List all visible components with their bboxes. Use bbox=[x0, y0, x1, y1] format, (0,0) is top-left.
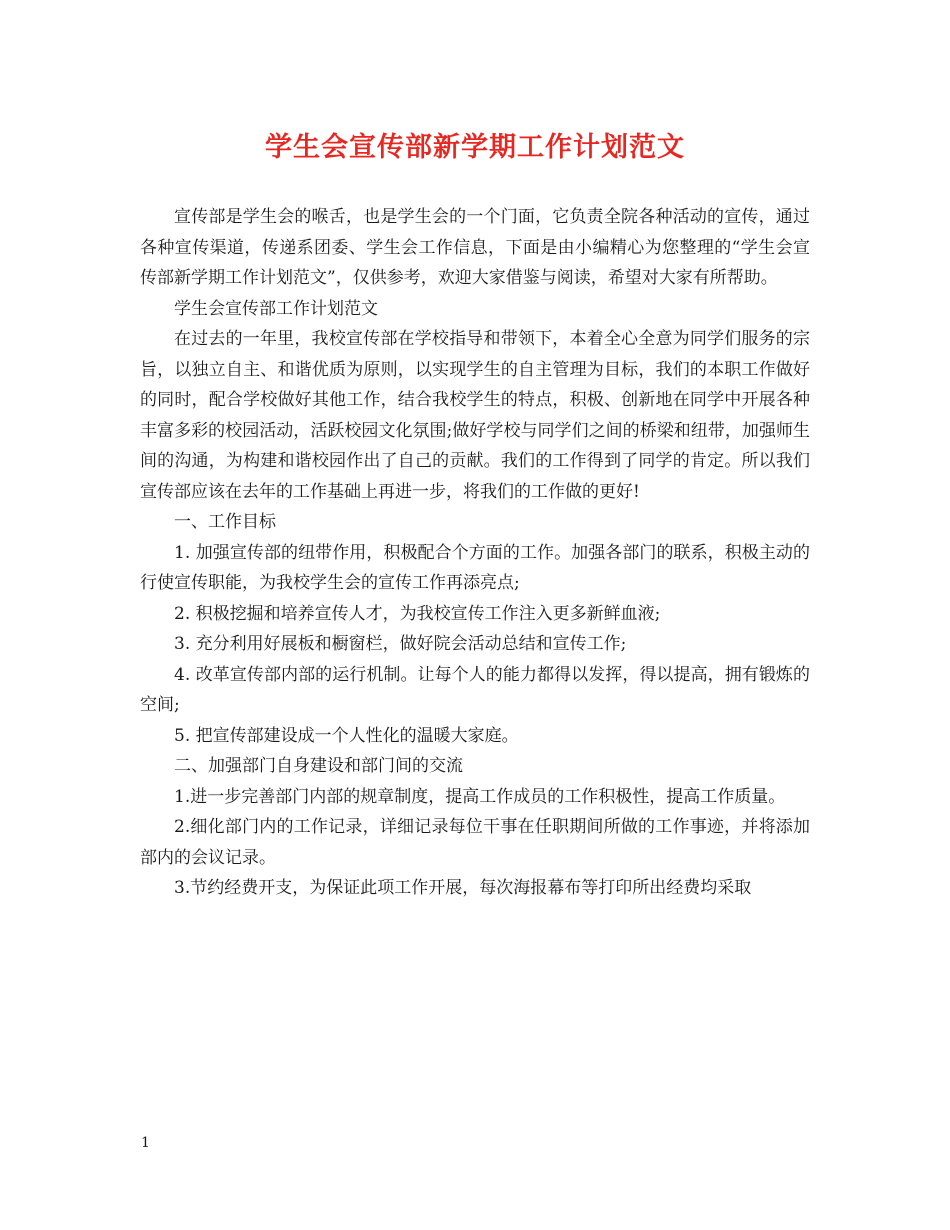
list-item-goal-1: 1. 加强宣传部的纽带作用，积极配合个方面的工作。加强各部门的联系，积极主动的行使宣传职能，为我校学生会的宣传工作再添亮点; bbox=[140, 542, 810, 593]
list-item-dept-2: 2.细化部门内的工作记录，详细记录每位干事在任职期间所做的工作事迹，并将添加部内的会议记录。 bbox=[140, 817, 810, 868]
section-heading-dept: 二、加强部门自身建设和部门间的交流 bbox=[174, 756, 463, 776]
list-item-goal-3: 3. 充分利用好展板和橱窗栏，做好院会活动总结和宣传工作; bbox=[174, 634, 627, 654]
paragraph-intro: 宣传部是学生会的喉舌，也是学生会的一个门面，它负责全院各种活动的宣传，通过各种宣传渠道，传递系团委、学生会工作信息，下面是由小编精心为您整理的“学生会宣传部新学期工作计划范文”，仅供参考，欢迎大家借鉴与阅读，希望对大家有所帮助。 bbox=[140, 207, 810, 288]
list-item-dept-3: 3.节约经费开支，为保证此项工作开展，每次海报幕布等打印所出经费均采取 bbox=[174, 878, 752, 898]
paragraph-subtitle: 学生会宣传部工作计划范文 bbox=[174, 298, 378, 319]
list-item-goal-2: 2. 积极挖掘和培养宣传人才，为我校宣传工作注入更多新鲜血液; bbox=[174, 603, 661, 624]
paragraph-review: 在过去的一年里，我校宣传部在学校指导和带领下，本着全心全意为同学们服务的宗旨，以独立自主、和谐优质为原则，以实现学生的自主管理为目标，我们的本职工作做好的同时，配合学校做好其他工作，结合我校学生的特点，积极、创新地在同学中开展各种丰富多彩的校园活动，活跃校园文化氛围;做好学校与同学们之间的桥梁和纽带，加强师生间的沟通，为构建和谐校园作出了自己的贡献。我们的工作得到了同学的肯定。所以我们宣传部应该在去年的工作基础上再进一步，将我们的工作做的更好! bbox=[140, 329, 810, 502]
page-number: 1 bbox=[141, 1135, 150, 1151]
list-item-goal-4: 4. 改革宣传部内部的运行机制。让每个人的能力都得以发挥，得以提高，拥有锻炼的空间; bbox=[140, 664, 810, 715]
list-item-dept-1: 1.进一步完善部门内部的规章制度，提高工作成员的工作积极性，提高工作质量。 bbox=[174, 786, 786, 807]
list-item-goal-5: 5. 把宣传部建设成一个人性化的温暖大家庭。 bbox=[174, 725, 519, 746]
document-body bbox=[140, 202, 810, 904]
section-heading-goals: 一、工作目标 bbox=[174, 512, 276, 532]
document-title: 学生会宣传部新学期工作计划范文 bbox=[265, 132, 685, 163]
